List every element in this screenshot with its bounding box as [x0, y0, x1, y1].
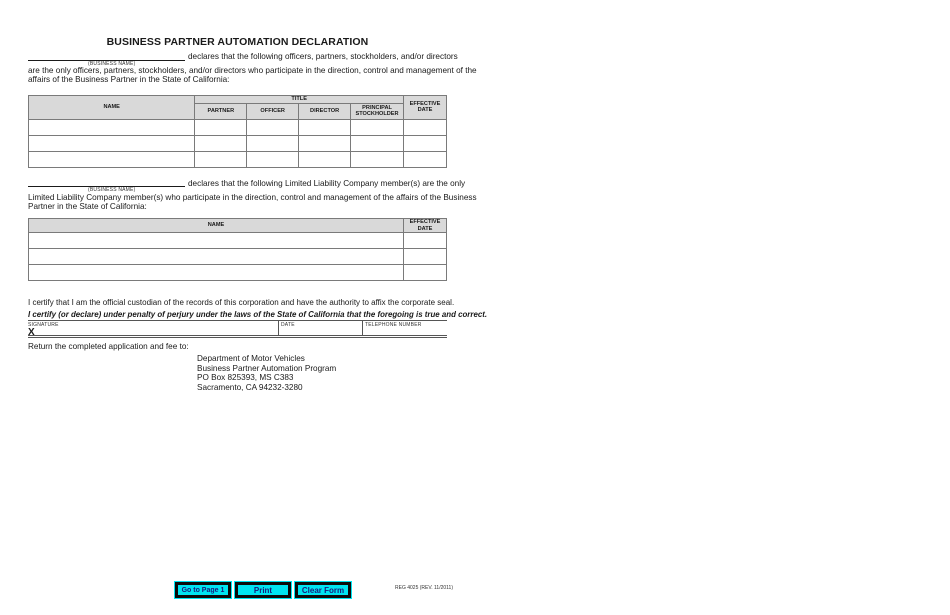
telephone-label: TELEPHONE NUMBER	[365, 322, 422, 328]
address-block	[197, 354, 336, 392]
clear-form-button[interactable]: Clear Form	[295, 582, 351, 598]
section2-body-line1: Limited Liability Company member(s) who participate in the direction, control and management of the affairs of the Business	[28, 193, 477, 202]
llc-members-table	[28, 218, 447, 281]
partner-cell[interactable]	[195, 119, 247, 135]
business-name-field-1[interactable]	[28, 52, 185, 61]
name-cell[interactable]	[29, 119, 195, 135]
address-line4: Sacramento, CA 94232-3280	[197, 382, 303, 392]
director-cell[interactable]	[299, 119, 351, 135]
name-cell[interactable]	[29, 151, 195, 167]
principal-stockholder-header: PRINCIPAL STOCKHOLDER	[351, 103, 404, 119]
go-to-page1-button[interactable]: Go to Page 1	[175, 582, 231, 598]
table-row	[29, 265, 447, 281]
principal-cell[interactable]	[351, 119, 404, 135]
director-cell[interactable]	[299, 135, 351, 151]
form-title: BUSINESS PARTNER AUTOMATION DECLARATION	[106, 36, 369, 48]
table-row	[29, 151, 447, 167]
address-line2: Business Partner Automation Program	[197, 363, 337, 373]
print-button[interactable]: Print	[235, 582, 291, 598]
principal-cell[interactable]	[351, 151, 404, 167]
effective-date-cell[interactable]	[404, 135, 447, 151]
effective-date-cell[interactable]	[404, 265, 447, 281]
director-cell[interactable]	[299, 151, 351, 167]
officers-name-header: NAME	[29, 96, 195, 120]
name-cell[interactable]	[29, 135, 195, 151]
form-code: REG 4025 (REV. 11/2011)	[395, 585, 453, 591]
llc-effective-date-header: EFFECTIVE DATE	[404, 219, 447, 233]
officers-title-header: TITLE	[195, 96, 404, 104]
partner-cell[interactable]	[195, 151, 247, 167]
section1-body-line1: are the only officers, partners, stockholders, and/or directors who participate in the direction, control and management of the	[28, 66, 477, 75]
partner-header: PARTNER	[195, 103, 247, 119]
officers-effective-date-header: EFFECTIVE DATE	[404, 96, 447, 120]
effective-date-cell[interactable]	[404, 119, 447, 135]
business-name-label-1: (BUSINESS NAME)	[88, 61, 136, 67]
signature-label: SIGNATURE	[28, 322, 59, 328]
signature-field[interactable]	[28, 321, 278, 336]
name-cell[interactable]	[29, 265, 404, 281]
address-line1: Department of Motor Vehicles	[197, 354, 305, 363]
section2-body-line2: Partner in the State of California:	[28, 202, 147, 211]
business-name-field-2[interactable]	[28, 178, 185, 187]
address-line3: PO Box 825393, MS C383	[197, 373, 294, 382]
principal-cell[interactable]	[351, 135, 404, 151]
table-row	[29, 119, 447, 135]
officer-header: OFFICER	[247, 103, 299, 119]
table-row	[29, 233, 447, 249]
partner-cell[interactable]	[195, 135, 247, 151]
certify-text: I certify that I am the official custodian of the records of this corporation and have the authority to affix the corporate seal.	[28, 298, 455, 307]
section2-declares-text: declares that the following Limited Liability Company member(s) are the only	[188, 179, 466, 188]
officer-cell[interactable]	[247, 119, 299, 135]
table-row	[29, 135, 447, 151]
director-header: DIRECTOR	[299, 103, 351, 119]
officer-cell[interactable]	[247, 135, 299, 151]
effective-date-cell[interactable]	[404, 249, 447, 265]
section1-body-line2: affairs of the Business Partner in the State of California:	[28, 75, 230, 84]
officers-table	[28, 95, 447, 168]
section1-declares-text: declares that the following officers, partners, stockholders, and/or directors	[188, 52, 458, 61]
signature-x-mark: X	[28, 327, 35, 338]
perjury-text: I certify (or declare) under penalty of perjury under the laws of the State of California that the foregoing is true and correct.	[28, 310, 488, 319]
llc-name-header: NAME	[29, 219, 404, 233]
name-cell[interactable]	[29, 249, 404, 265]
date-label: DATE	[281, 322, 295, 328]
effective-date-cell[interactable]	[404, 233, 447, 249]
return-instructions: Return the completed application and fee to:	[28, 342, 189, 351]
officer-cell[interactable]	[247, 151, 299, 167]
table-row	[29, 249, 447, 265]
effective-date-cell[interactable]	[404, 151, 447, 167]
business-name-label-2: (BUSINESS NAME)	[88, 187, 136, 193]
name-cell[interactable]	[29, 233, 404, 249]
